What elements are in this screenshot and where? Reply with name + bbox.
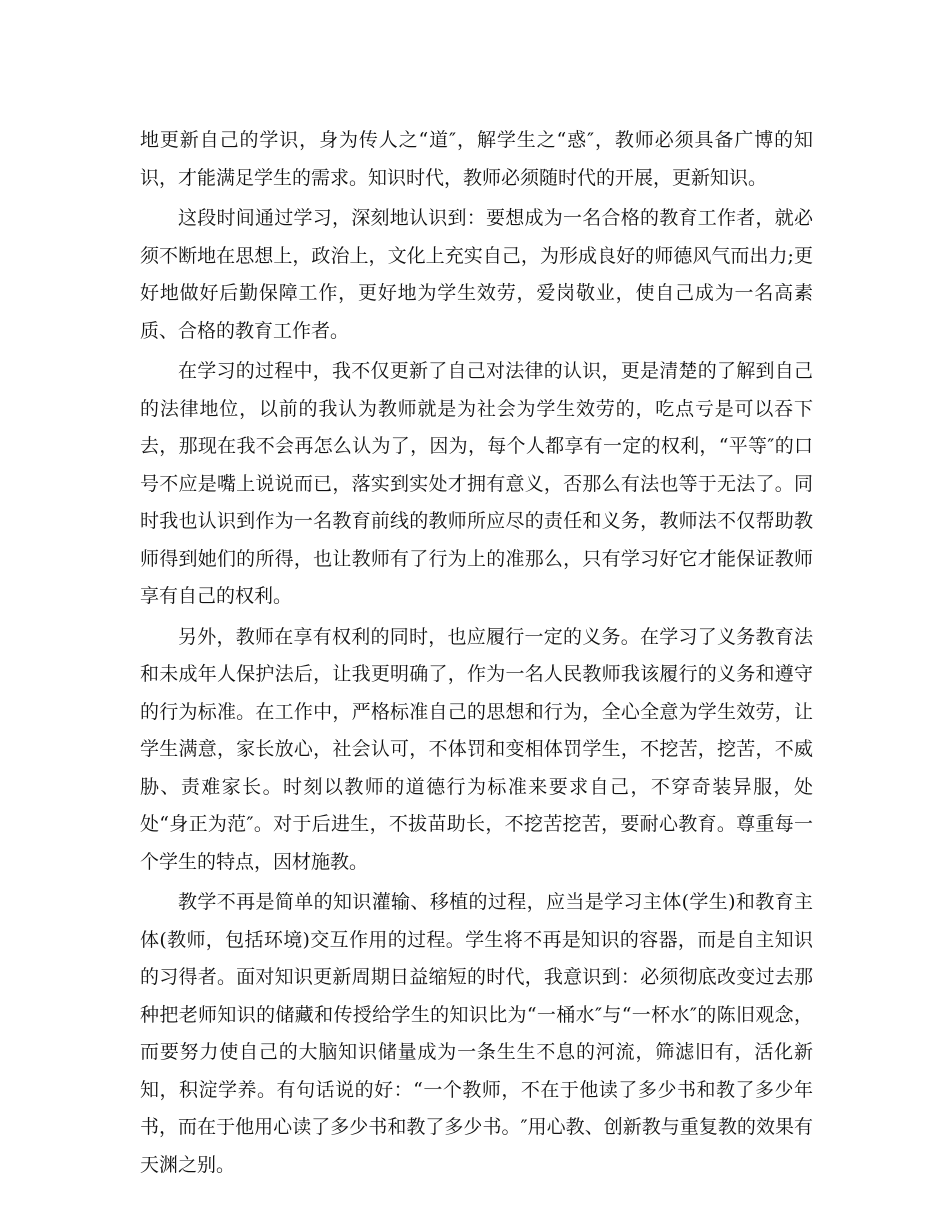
paragraph-4: 另外，教师在享有权利的同时，也应履行一定的义务。在学习了义务教育法和未成年人保护法后，让我更明确了，作为一名人民教师我该履行的义务和遵守的行为标准。在工作中，严格标准自己的思想和行为，全心全意为学生效劳，让学生满意，家长放心，社会认可，不体罚和变相体罚学生，不挖苦，挖苦，不威胁、责难家长。时刻以教师的道德行为标准来要求自己，不穿奇装异服，处处“身正为范″。对于后进生，不拔苗助长，不挖苦挖苦，要耐心教育。尊重每一个学生的特点，因材施教。: [140, 625, 813, 873]
paragraph-5: 教学不再是简单的知识灌输、移植的过程，应当是学习主体(学生)和教育主体(教师，包括环境)交互作用的过程。学生将不再是知识的容器，而是自主知识的习得者。面对知识更新周期日益缩短的时代，我意识到：必须彻底改变过去那种把老师知识的储藏和传授给学生的知识比为“一桶水″与“一杯水″的陈旧观念，而要努力使自己的大脑知识储量成为一条生生不息的河流，筛滤旧有，活化新知，积淀学养。有句话说的好：“一个教师，不在于他读了多少书和教了多少年书，而在于他用心读了多少书和教了多少书。″用心教、创新教与重复教的效果有天渊之别。: [140, 891, 813, 1176]
paragraph-1: 地更新自己的学识，身为传人之“道″，解学生之“惑″，教师必须具备广博的知识，才能满足学生的需求。知识时代，教师必须随时代的开展，更新知识。: [140, 129, 813, 189]
paragraph-3: 在学习的过程中，我不仅更新了自己对法律的认识，更是清楚的了解到自己的法律地位，以前的我认为教师就是为社会为学生效劳的，吃点亏是可以吞下去，那现在我不会再怎么认为了，因为，每个人都享有一定的权利，“平等″的口号不应是嘴上说说而已，落实到实处才拥有意义，否那么有法也等于无法了。同时我也认识到作为一名教育前线的教师所应尽的责任和义务，教师法不仅帮助教师得到她们的所得，也让教师有了行为上的准那么，只有学习好它才能保证教师享有自己的权利。: [140, 360, 813, 607]
document-body: [140, 122, 813, 1187]
paragraph-2: 这段时间通过学习，深刻地认识到：要想成为一名合格的教育工作者，就必须不断地在思想上，政治上，文化上充实自己，为形成良好的师德风气而出力;更好地做好后勤保障工作，更好地为学生效劳，爱岗敬业，使自己成为一名高素质、合格的教育工作者。: [140, 207, 813, 342]
